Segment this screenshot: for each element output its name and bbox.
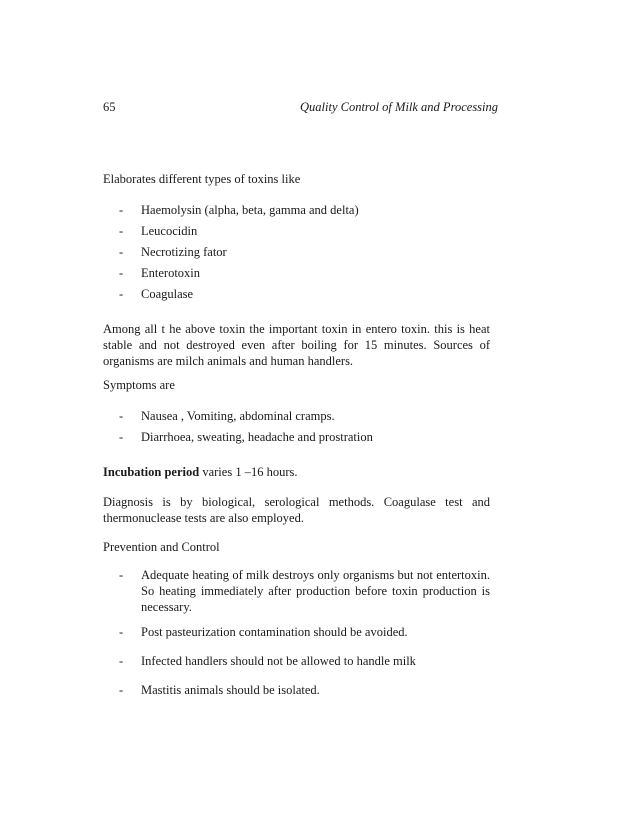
bullet-dash: - (119, 625, 124, 639)
symptoms-intro: Symptoms are (103, 378, 175, 392)
bullet-dash: - (119, 409, 124, 423)
list-item-text: Mastitis animals should be isolated. (141, 683, 320, 697)
bullet-dash: - (119, 266, 124, 280)
list-item-text: Necrotizing fator (141, 245, 227, 259)
important-toxin-paragraph: Among all t he above toxin the important toxin in entero toxin. this is heat stable and not destroyed even after boiling for 15 minutes. Sources of organisms are milch animals and human handlers. (103, 322, 490, 368)
list-item-text: Enterotoxin (141, 266, 201, 280)
bullet-dash: - (119, 654, 124, 668)
list-item-text: Leucocidin (141, 224, 198, 238)
incubation-text: varies 1 –16 hours. (199, 465, 298, 479)
bullet-dash: - (119, 224, 124, 238)
running-title: Quality Control of Milk and Processing (300, 100, 499, 114)
page-number: 65 (103, 100, 116, 114)
list-item-text: Adequate heating of milk destroys only organisms but not entertoxin. So heating immediately after production before toxin production is necessary. (141, 568, 490, 614)
list-item-text: Nausea , Vomiting, abdominal cramps. (141, 409, 335, 423)
list-item-text: Infected handlers should not be allowed to handle milk (141, 654, 416, 668)
bullet-dash: - (119, 245, 124, 259)
toxins-intro: Elaborates different types of toxins like (103, 172, 301, 186)
list-item-text: Diarrhoea, sweating, headache and prostration (141, 430, 373, 444)
list-item-text: Haemolysin (alpha, beta, gamma and delta) (141, 203, 359, 217)
bullet-dash: - (119, 568, 124, 582)
bullet-dash: - (119, 203, 124, 217)
bullet-dash: - (119, 430, 124, 444)
bullet-dash: - (119, 287, 124, 301)
list-item-text: Post pasteurization contamination should be avoided. (141, 625, 408, 639)
diagnosis-paragraph: Diagnosis is by biological, serological methods. Coagulase test and thermonuclease tests are also employed. (103, 495, 490, 525)
incubation-label: Incubation period (103, 465, 200, 479)
bullet-dash: - (119, 683, 124, 697)
list-item-text: Coagulase (141, 287, 194, 301)
incubation-paragraph (103, 464, 490, 480)
prevention-heading: Prevention and Control (103, 540, 220, 554)
